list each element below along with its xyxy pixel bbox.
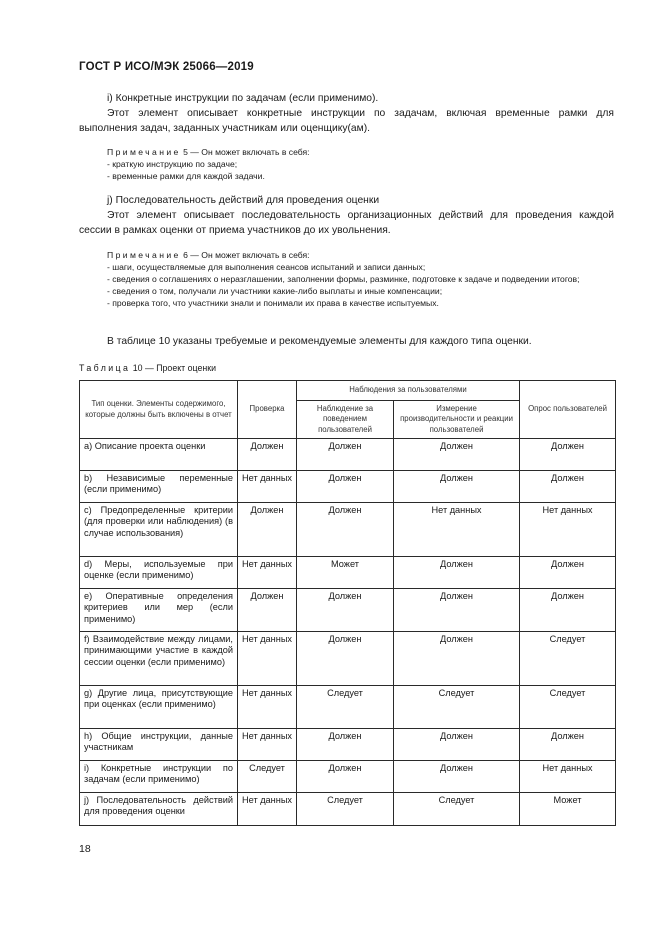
note-6-item: - шаги, осуществляемые для выполнения сеансов испытаний и записи данных; — [107, 262, 426, 272]
header-type: Тип оценки. Элементы содержимого, которые должны быть включены в отчет — [80, 381, 238, 439]
table-row — [80, 503, 616, 557]
row-measure: Должен — [394, 557, 520, 589]
row-item: e) Оперативные определения критериев или мер (если применимо) — [80, 589, 238, 632]
row-survey: Должен — [520, 439, 616, 471]
section-i-title: i) Конкретные инструкции по задачам (если применимо). — [107, 93, 379, 104]
row-item: b) Независимые переменные (если применимо) — [80, 471, 238, 503]
row-survey: Следует — [520, 632, 616, 686]
section-j-text: Этот элемент описывает последовательность организационных действий для проведения каждой сессии в рамках оценки от приема участников до их увольнения. — [79, 210, 614, 236]
row-item: g) Другие лица, присутствующие при оценках (если применимо) — [80, 686, 238, 729]
note-6-item: - сведения о соглашениях о неразглашении, заполнении формы, разминке, подготовке к задаче и подведении итогов; — [107, 274, 580, 284]
row-survey: Нет данных — [520, 761, 616, 793]
table-row — [80, 632, 616, 686]
row-measure: Должен — [394, 439, 520, 471]
row-item: i) Конкретные инструкции по задачам (если применимо) — [80, 761, 238, 793]
table-caption — [79, 363, 216, 373]
row-check: Нет данных — [238, 729, 297, 761]
table-caption-text: 10 — Проект оценки — [132, 363, 216, 373]
row-measure: Должен — [394, 761, 520, 793]
note-5-item: - краткую инструкцию по задаче; — [107, 159, 238, 169]
page-number: 18 — [79, 843, 91, 855]
table-row — [80, 761, 616, 793]
row-measure: Должен — [394, 729, 520, 761]
header-measure: Измерение производительности и реакции пользователей — [394, 401, 520, 439]
row-obs: Должен — [297, 761, 394, 793]
row-obs: Должен — [297, 589, 394, 632]
table-intro: В таблице 10 указаны требуемые и рекомендуемые элементы для каждого типа оценки. — [107, 336, 532, 347]
row-measure: Следует — [394, 686, 520, 729]
section-j — [79, 193, 614, 238]
row-check: Должен — [238, 589, 297, 632]
note-6 — [79, 249, 614, 309]
section-i-text: Этот элемент описывает конкретные инструкции по задачам, включая временные рамки для выполнения задач, заданных участникам или оценщику(ам). — [79, 108, 614, 134]
table-caption-label: Таблица — [79, 363, 131, 373]
note-5 — [79, 146, 614, 182]
table-row — [80, 729, 616, 761]
row-check: Нет данных — [238, 793, 297, 826]
row-measure: Должен — [394, 589, 520, 632]
row-obs: Следует — [297, 686, 394, 729]
note-5-head: 5 — Он может включать в себя: — [183, 147, 310, 157]
row-survey: Нет данных — [520, 503, 616, 557]
table-row — [80, 589, 616, 632]
page-header: ГОСТ Р ИСО/МЭК 25066—2019 — [79, 61, 254, 73]
row-obs: Может — [297, 557, 394, 589]
row-obs: Должен — [297, 503, 394, 557]
header-check: Проверка — [238, 381, 297, 439]
note-5-item: - временные рамки для каждой задачи. — [107, 171, 265, 181]
row-item: f) Взаимодействие между лицами, принимающими участие в каждой сессии оценки (если применимо) — [80, 632, 238, 686]
row-survey: Должен — [520, 729, 616, 761]
row-item: c) Предопределенные критерии (для проверки или наблюдения) (в случае использования) — [80, 503, 238, 557]
row-item: h) Общие инструкции, данные участникам — [80, 729, 238, 761]
row-check: Нет данных — [238, 471, 297, 503]
table-row — [80, 557, 616, 589]
row-item: j) Последовательность действий для проведения оценки — [80, 793, 238, 826]
row-obs: Должен — [297, 632, 394, 686]
row-check: Нет данных — [238, 632, 297, 686]
row-check: Нет данных — [238, 686, 297, 729]
row-check: Должен — [238, 439, 297, 471]
row-survey: Может — [520, 793, 616, 826]
table-row — [80, 686, 616, 729]
header-group: Наблюдения за пользователями — [297, 381, 520, 401]
note-6-head: 6 — Он может включать в себя: — [183, 250, 310, 260]
row-measure: Следует — [394, 793, 520, 826]
header-survey: Опрос пользователей — [520, 381, 616, 439]
row-measure: Должен — [394, 632, 520, 686]
row-obs: Должен — [297, 439, 394, 471]
table-row — [80, 471, 616, 503]
row-survey: Должен — [520, 471, 616, 503]
note-6-item: - сведения о том, получали ли участники какие-либо выплаты и иные компенсации; — [107, 286, 443, 296]
header-obs: Наблюдение за поведением пользователей — [297, 401, 394, 439]
section-i — [79, 91, 614, 136]
section-j-title: j) Последовательность действий для проведения оценки — [107, 195, 380, 206]
note-6-item: - проверка того, что участники знали и понимали их права в качестве испытуемых. — [107, 298, 439, 308]
row-check: Должен — [238, 503, 297, 557]
row-obs: Должен — [297, 471, 394, 503]
note-6-label: Примечание — [107, 250, 181, 260]
row-check: Следует — [238, 761, 297, 793]
row-survey: Должен — [520, 557, 616, 589]
table-row — [80, 793, 616, 826]
table-row — [80, 439, 616, 471]
note-5-label: Примечание — [107, 147, 181, 157]
row-item: d) Меры, используемые при оценке (если применимо) — [80, 557, 238, 589]
row-measure: Должен — [394, 471, 520, 503]
row-item: a) Описание проекта оценки — [80, 439, 238, 471]
evaluation-design-table — [79, 380, 616, 826]
row-check: Нет данных — [238, 557, 297, 589]
row-measure: Нет данных — [394, 503, 520, 557]
row-survey: Следует — [520, 686, 616, 729]
row-survey: Должен — [520, 589, 616, 632]
row-obs: Должен — [297, 729, 394, 761]
row-obs: Следует — [297, 793, 394, 826]
